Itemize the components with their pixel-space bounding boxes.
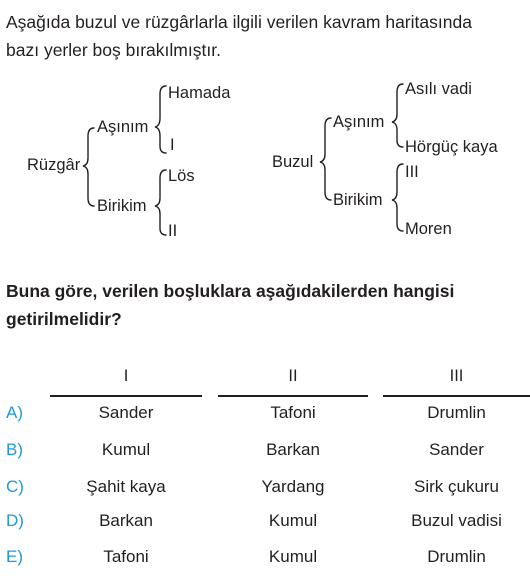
- option-d-cell-2: Kumul: [268, 511, 318, 530]
- column-rule-3: [383, 395, 530, 397]
- map-left-branch2-item2: II: [168, 222, 178, 240]
- option-a-cell-3: Drumlin: [427, 403, 486, 422]
- option-a-cell-2: Tafoni: [270, 403, 316, 422]
- map-left-root: Rüzgâr: [27, 156, 81, 174]
- option-e-cell-3: Drumlin: [427, 547, 486, 566]
- map-right-branch1-item2: Hörgüç kaya: [405, 138, 498, 156]
- map-right-branch2-item1: III: [405, 163, 419, 181]
- brace-buzul: [320, 118, 331, 200]
- option-b-cell-1: Kumul: [101, 440, 151, 459]
- option-b-cell-2: Barkan: [266, 440, 320, 459]
- column-rule-1: [50, 395, 202, 397]
- brace-ruzgar: [83, 128, 94, 206]
- option-letter-d: D): [6, 511, 24, 530]
- option-a-cell-1: Sander: [98, 403, 154, 422]
- option-e-cell-1: Tafoni: [103, 547, 149, 566]
- map-right-branch1-item1: Asılı vadi: [405, 80, 472, 98]
- map-left-branch1-item2: I: [170, 136, 175, 154]
- option-letter-a: A): [6, 403, 23, 422]
- brace-buzul-birikim: [392, 164, 403, 231]
- column-header-1: I: [123, 367, 129, 385]
- concept-map-braces: [0, 0, 530, 250]
- question-text: [6, 277, 454, 333]
- option-c-cell-2: Yardang: [261, 477, 325, 496]
- map-right-root: Buzul: [272, 153, 314, 171]
- option-b-cell-3: Sander: [429, 440, 484, 459]
- map-left-branch1: Aşınım: [97, 118, 149, 136]
- map-right-branch1: Aşınım: [333, 113, 385, 131]
- map-left-branch2: Birikim: [97, 197, 147, 215]
- question-line-1: Buna göre, verilen boşluklara aşağıdakilerden hangisi: [6, 281, 455, 301]
- option-d-cell-3: Buzul vadisi: [411, 511, 502, 530]
- map-left-branch1-item1: Hamada: [168, 84, 231, 102]
- map-right-branch2: Birikim: [333, 191, 383, 209]
- intro-line-1: Aşağıda buzul ve rüzgârlarla ilgili verilen kavram haritasında: [6, 12, 472, 32]
- option-letter-e: E): [6, 547, 23, 566]
- option-c-cell-1: Şahit kaya: [86, 477, 166, 496]
- column-rule-2: [218, 395, 368, 397]
- option-letter-b: B): [6, 440, 23, 459]
- option-e-cell-2: Kumul: [268, 547, 318, 566]
- map-right-branch2-item2: Moren: [405, 220, 452, 238]
- column-header-3: III: [449, 367, 464, 385]
- brace-ruzgar-birikim: [155, 170, 166, 235]
- option-c-cell-3: Sirk çukuru: [413, 477, 500, 496]
- option-letter-c: C): [6, 477, 24, 496]
- option-d-cell-1: Barkan: [99, 511, 153, 530]
- question-line-2: getirilmelidir?: [6, 309, 122, 329]
- brace-buzul-asinim: [392, 84, 403, 147]
- intro-line-2: bazı yerler boş bırakılmıştır.: [6, 40, 221, 60]
- column-header-2: II: [288, 367, 298, 385]
- map-left-branch2-item1: Lös: [168, 167, 195, 185]
- brace-ruzgar-asinim: [155, 86, 166, 153]
